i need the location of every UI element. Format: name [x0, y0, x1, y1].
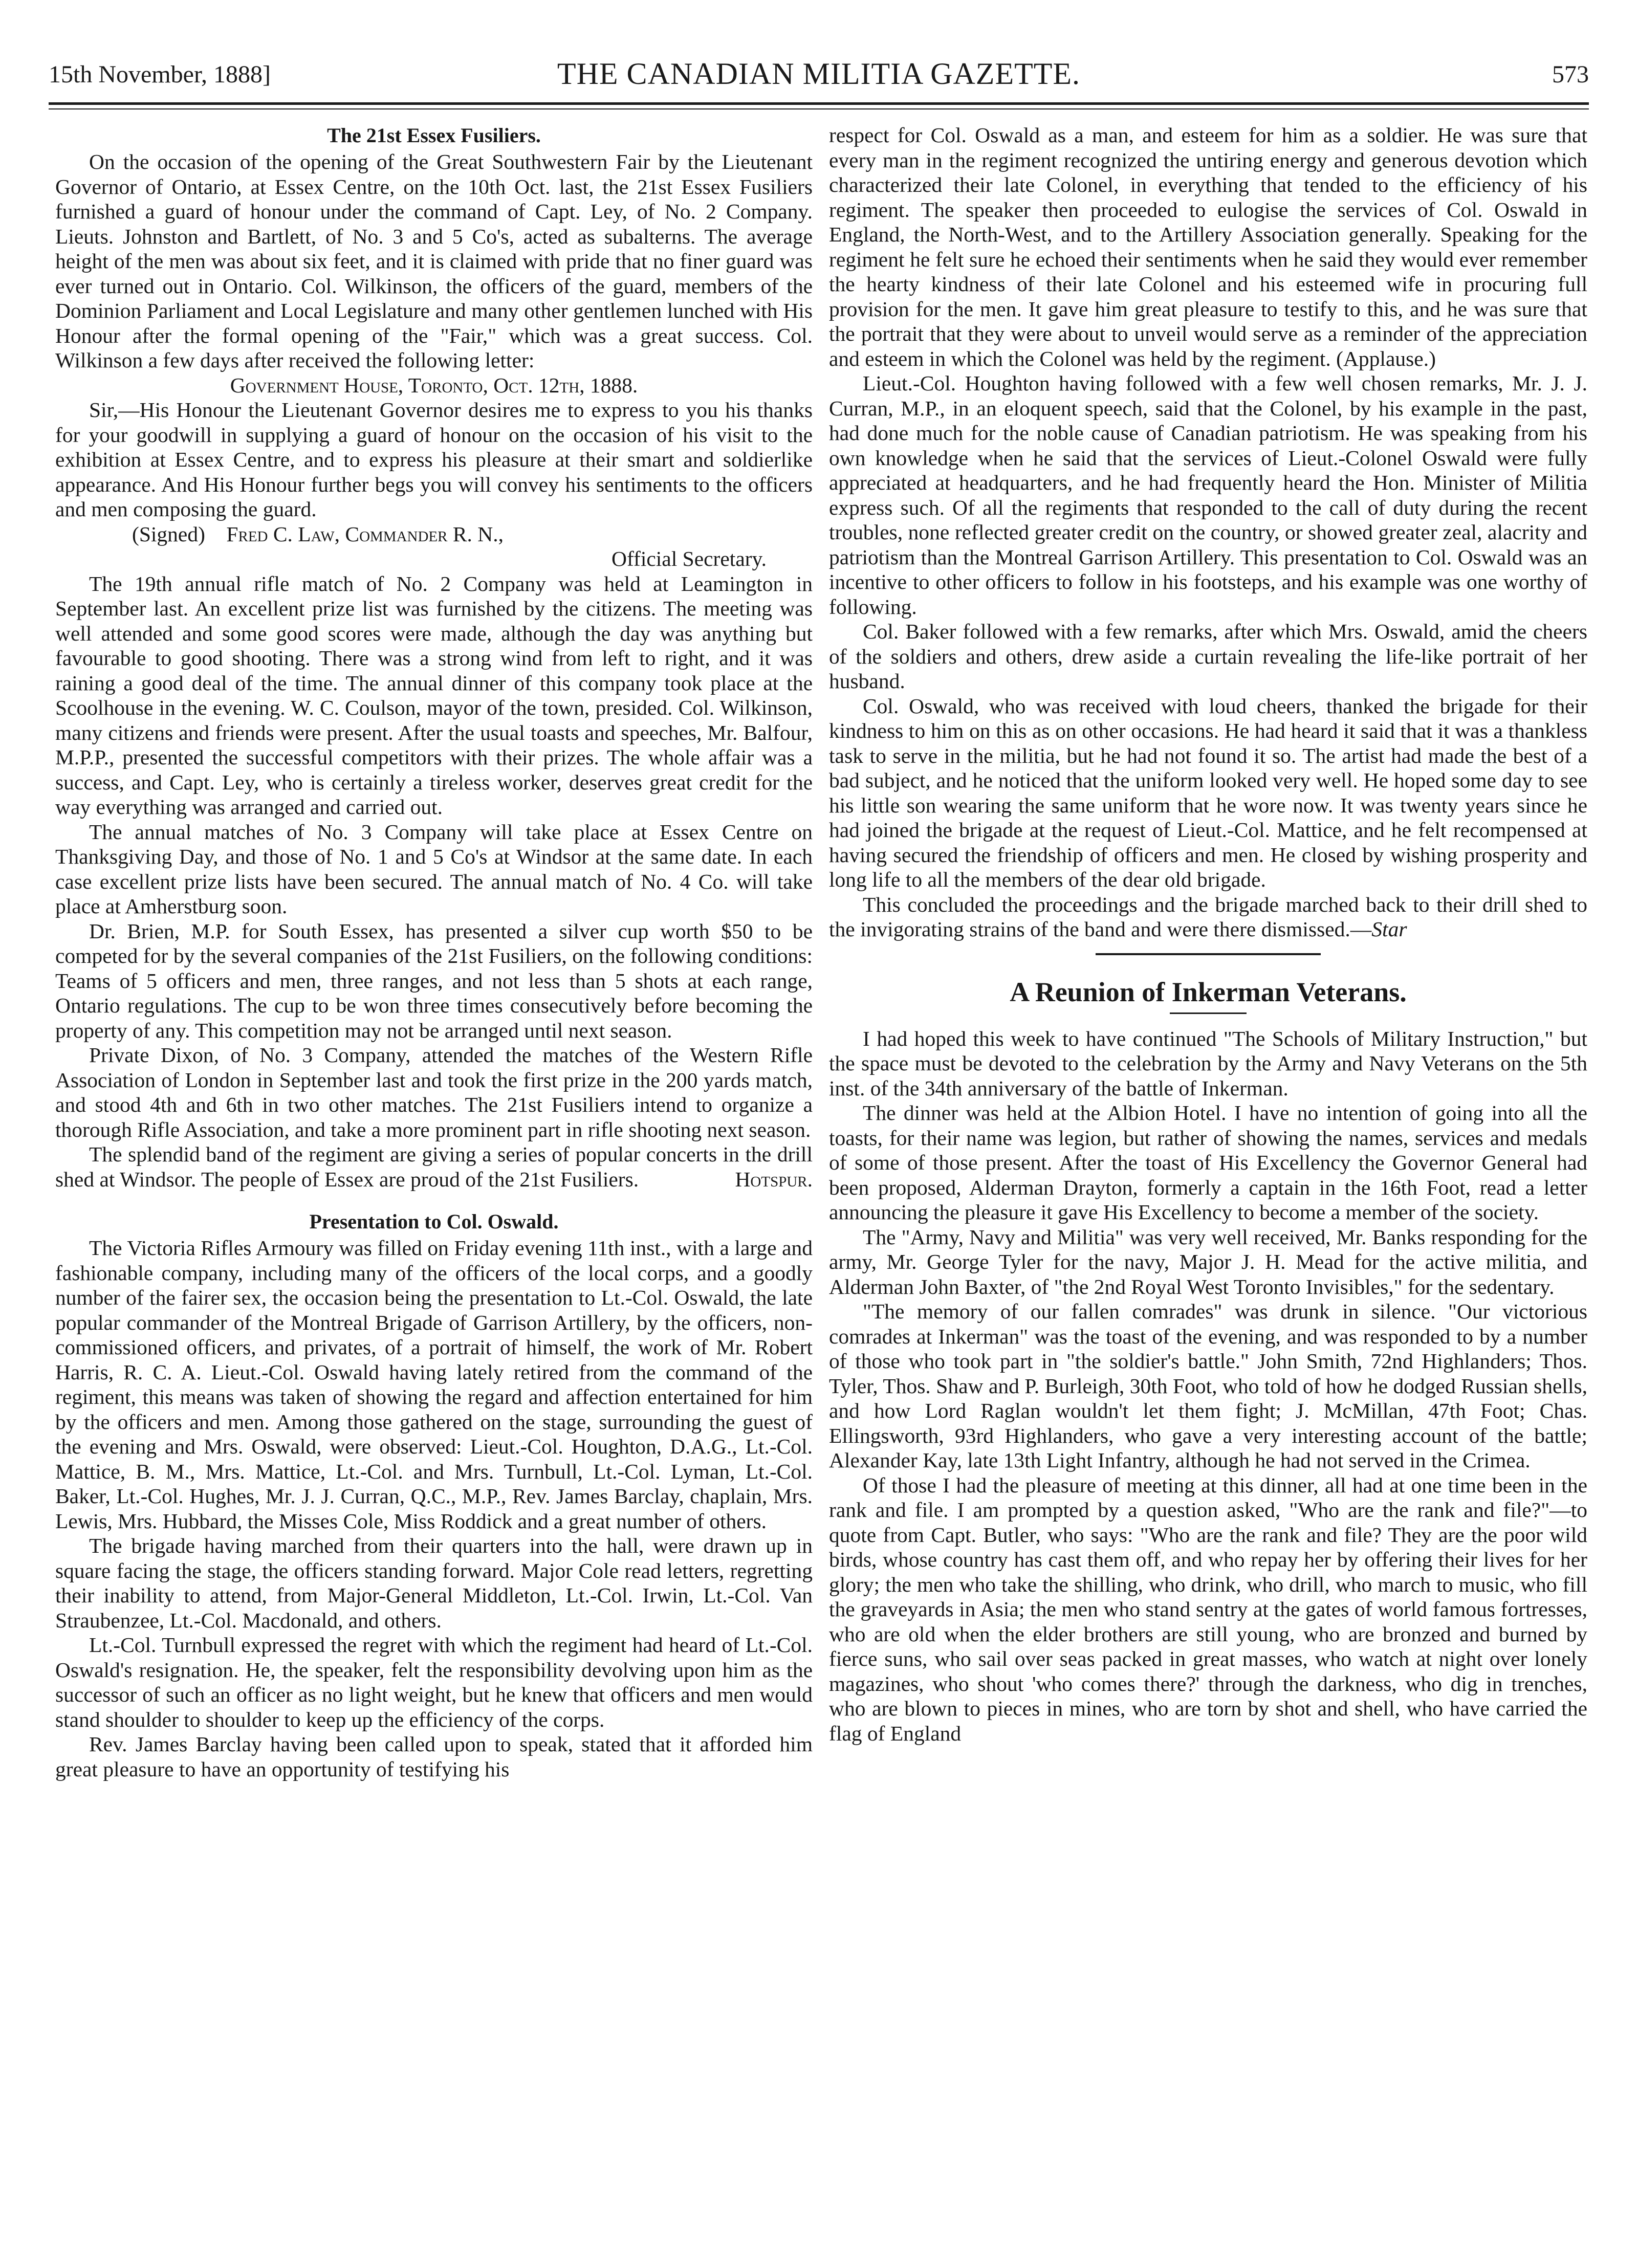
inkerman-paragraph: I had hoped this week to have continued "The Schools of Military Instruction," but the space must be devoted to the celebration by the Army and Navy Veterans on the 5th inst. of the 34th anniversary of the battle of Inkerman. — [829, 1026, 1587, 1100]
section-divider — [1096, 953, 1321, 955]
letter-body: Sir,—His Honour the Lieutenant Governor desires me to express to you his thanks for your goodwill in supplying a guard of honour on the occasion of his visit to the exhibition at Essex Centre, and to express his pleasure at their smart and soldierlike appearance. And His Honour further begs you will convey his sentiments to the officers and men composing the guard. — [55, 398, 813, 521]
essex-paragraph: The annual matches of No. 3 Company will take place at Essex Centre on Thanksgiving Day, and those of No. 1 and 5 Co's at Windsor at the same date. In each case excellent prize lists have been secured. The annual match of No. 4 Co. will take place at Amherstburg soon. — [55, 820, 813, 918]
oswald-paragraph: Rev. James Barclay having been called upon to speak, stated that it afforded him great pleasure to have an opportunity of testifying his — [55, 1732, 813, 1781]
issue-date: 15th November, 1888] — [49, 61, 271, 88]
right-column — [829, 123, 1587, 2246]
inkerman-paragraph: The dinner was held at the Albion Hotel. I have no intention of going into all the toasts, for their name was legion, but rather of showing the names, services and medals of some of those present. After the toast of His Excellency the Governor General had been proposed, Alderman Drayton, formerly a captain in the 16th Foot, read a letter announcing the pleasure it gave His Excellency to become a member of the society. — [829, 1101, 1587, 1224]
oswald-paragraph-text: This concluded the proceedings and the brigade marched back to their drill shed to the invigorating strains of the band and were there dismissed.— — [829, 892, 1587, 941]
inkerman-heading: A Reunion of Inkerman Veterans. — [1010, 976, 1407, 1007]
oswald-paragraph: The Victoria Rifles Armoury was filled on Friday evening 11th inst., with a large and fashionable company, including many of the officers of the local corps, and a goodly number of the fairer sex, the occasion being the presentation to Lt.-Col. Oswald, the late popular commander of the Montreal Brigade of Garrison Artillery, by the officers, non-commissioned officers, and privates, of a portrait of himself, the work of Mr. Robert Harris, R. C. A. Lieut.-Col. Oswald having lately retired from the command of the regiment, this means was taken of showing the regard and affection entertained for him by the officers and men. Among those gathered on the stage, surrounding the guest of the evening and Mrs. Oswald, were observed: Lieut.-Col. Houghton, D.A.G., Lt.-Col. Mattice, B. M., Mrs. Mattice, Lt.-Col. and Mrs. Turnbull, Lt.-Col. Lyman, Lt.-Col. Baker, Lt.-Col. Hughes, Mr. J. J. Curran, Q.C., M.P., Rev. James Barclay, chaplain, Mrs. Lewis, Mrs. Hubbard, the Misses Cole, Miss Roddick and a great number of others. — [55, 1236, 813, 1533]
oswald-paragraph: Lt.-Col. Turnbull expressed the regret with which the regiment had heard of Lt.-Col. Oswald's resignation. He, the speaker, felt the responsibility devolving upon him as the successor of such an officer as no light weight, but he knew that officers and men would stand shoulder to shoulder to keep up the efficiency of the corps. — [55, 1633, 813, 1731]
page-header — [49, 56, 1589, 97]
essex-paragraph-text: The splendid band of the regiment are giving a series of popular concerts in the drill shed at Windsor. The people of Essex are proud of the 21st Fusiliers. — [55, 1142, 813, 1191]
oswald-paragraph: Col. Baker followed with a few remarks, after which Mrs. Oswald, amid the cheers of the soldiers and others, drew aside a curtain revealing the life-like portrait of her husband. — [829, 620, 1587, 693]
essex-paragraph: The 19th annual rifle match of No. 2 Company was held at Leamington in September last. An excellent prize list was furnished by the citizens. The meeting was well attended and some good scores were made, although the day was anything but favourable to good shooting. There was a strong wind from left to right, and it was raining a good deal of the time. The annual dinner of this company took place at the Scoolhouse in the evening. W. C. Coulson, mayor of the town, presided. Col. Wilkinson, many citizens and friends were present. After the usual toasts and speeches, Mr. Balfour, M.P.P., presented the successful competitors with their prizes. The whole affair was a success, and Capt. Ley, who is certainly a tireless worker, deserves great credit for the way everything was arranged and carried out. — [55, 571, 813, 819]
letter-signed: (Signed) — [132, 522, 205, 546]
page-number: 573 — [1552, 61, 1589, 88]
publication-title: THE CANADIAN MILITIA GAZETTE. — [557, 57, 1081, 91]
essex-signature: Hotspur. — [735, 1167, 813, 1191]
essex-paragraph: Dr. Brien, M.P. for South Essex, has presented a silver cup worth $50 to be competed for by the several companies of the 21st Fusiliers, on the following conditions: Teams of 5 officers and men, three ranges, and not less than 5 shots at each range, Ontario regulations. The cup to be won three times consecutively before becoming the property of any. This competition may not be arranged until next season. — [55, 919, 813, 1042]
inkerman-paragraph: Of those I had the pleasure of meeting at this dinner, all had at one time been in the rank and file. I am prompted by a question asked, "Who are the rank and file?"—to quote from Capt. Butler, who says: "Who are the rank and file? They are the poor wild birds, whose country has cast them off, and who repay her by offering their lives for her glory; the men who take the shilling, who drink, who drill, who march to music, who fill the graveyards in Asia; the men who stand sentry at the gates of world famous fortresses, who are old when the elder brothers are still young, who are bronzed and burned by fierce suns, who sail over seas packed in great masses, who watch at night over lonely magazines, who shout 'who comes there?' through the darkness, who dig in trenches, who are blown to pieces in mines, who are torn by shot and shell, who have carried the flag of England — [829, 1473, 1587, 1745]
letter-signature-line — [55, 522, 813, 547]
essex-heading: The 21st Essex Fusiliers. — [327, 124, 541, 147]
header-rule-thin — [49, 108, 1589, 109]
essex-paragraph: Private Dixon, of No. 3 Company, attended the matches of the Western Rifle Association of London in September last and took the first prize in the 200 yards match, and stood 4th and 6th in two other matches. The 21st Fusiliers intend to organize a thorough Rifle Association, and take a more prominent part in rifle shooting next season. — [55, 1043, 813, 1141]
letter-dateline: Government House, Toronto, Oct. 12th, 1888. — [230, 373, 638, 397]
oswald-paragraph: The brigade having marched from their quarters into the hall, were drawn up in square facing the stage, the officers standing forward. Major Cole read letters, regretting their inability to attend, from Major-General Middleton, Lt.-Col. Irwin, Lt.-Col. Van Straubenzee, Lt.-Col. Macdonald, and others. — [55, 1534, 813, 1632]
left-column — [55, 123, 813, 2246]
inkerman-paragraph: The "Army, Navy and Militia" was very well received, Mr. Banks responding for the army, Mr. George Tyler for the navy, Major J. H. Mead for the active militia, and Alderman John Baxter, of "the 2nd Royal West Toronto Invisibles," for the sedentary. — [829, 1225, 1587, 1298]
heading-rule — [1170, 1012, 1247, 1014]
oswald-source: Star — [1371, 917, 1407, 941]
inkerman-paragraph: "The memory of our fallen comrades" was drunk in silence. "Our victorious comrades at Inkerman" was the toast of the evening, and was responded to by a number of those who took part in "the soldier's battle." John Smith, 72nd Highlanders; Thos. Tyler, Thos. Shaw and P. Burleigh, 30th Foot, who told of how he dodged Russian shells, and how Lord Raglan wouldn't let them fight; J. McMillan, 47th Foot; Chas. Ellingsworth, 93rd Highlanders, who gave a very interesting account of the battle; Alexander Kay, late 13th Light Infantry, although he had not served in the Crimea. — [829, 1300, 1587, 1472]
oswald-paragraph: respect for Col. Oswald as a man, and esteem for him as a soldier. He was sure that every man in the regiment recognized the untiring energy and generous devotion which characterized their late Colonel, in everything that tended to the efficiency of his regiment. The speaker then proceeded to eulogise the services of Col. Oswald in England, the North-West, and to the Artillery Association generally. Speaking for the regiment he felt sure he echoed their sentiments when he said they would ever remember the hearty kindness of their late Colonel and his esteemed wife in procuring full provision for the men. It gave him great pleasure to testify to this, and he was sure that the portrait that they were about to unveil would serve as a reminder of the appreciation and esteem in which the Colonel was held by the regiment. (Applause.) — [829, 123, 1587, 370]
oswald-paragraph — [829, 892, 1587, 942]
oswald-heading: Presentation to Col. Oswald. — [309, 1210, 559, 1233]
letter-signer-title: Official Secretary. — [611, 547, 767, 570]
oswald-paragraph: Lieut.-Col. Houghton having followed with a few well chosen remarks, Mr. J. J. Curran, M.P., in an eloquent speech, said that the Colonel, by his example in the past, had done much for the noble cause of Canadian patriotism. He was speaking from his own knowledge when he said that the services of Lieut.-Colonel Oswald were fully appreciated at headquarters, and he had frequently heard the Hon. Minister of Militia express such. Of all the regiments that responded to the call of duty during the recent troubles, none reflected greater credit on the country, or showed greater zeal, alacrity and patriotism than the Montreal Garrison Artillery. This presentation to Col. Oswald was an incentive to other officers to follow in his footsteps, and his example was one worthy of following. — [829, 371, 1587, 619]
essex-paragraph: On the occasion of the opening of the Great Southwestern Fair by the Lieutenant Governor of Ontario, at Essex Centre, on the 10th Oct. last, the 21st Essex Fusiliers furnished a guard of honour under the command of Capt. Ley, of No. 2 Company. Lieuts. Johnston and Bartlett, of No. 3 and 5 Co's, acted as subalterns. The average height of the men was about six feet, and it is claimed with pride that no finer guard was ever turned out in Ontario. Col. Wilkinson, the officers of the guard, members of the Dominion Parliament and Local Legislature and many other gentlemen lunched with His Honour after the formal opening of the "Fair," which was a great success. Col. Wilkinson a few days after received the following letter: — [55, 150, 813, 372]
header-rule-thick — [49, 102, 1589, 105]
essex-paragraph — [55, 1142, 813, 1192]
letter-signer: Fred C. Law, Commander R. N., — [226, 522, 504, 546]
oswald-paragraph: Col. Oswald, who was received with loud cheers, thanked the brigade for their kindness to him on this as on other occasions. He had heard it said that it was a thankless task to serve in the militia, but he had not found it so. The artist had made the best of a bad subject, and he noticed that the uniform looked very well. He hoped some day to see his little son wearing the same uniform that he wore now. It was twenty years since he had joined the brigade at the request of Lieut.-Col. Mattice, and he felt recompensed at having secured the friendship of officers and men. He closed by wishing prosperity and long life to all the members of the dear old brigade. — [829, 694, 1587, 891]
